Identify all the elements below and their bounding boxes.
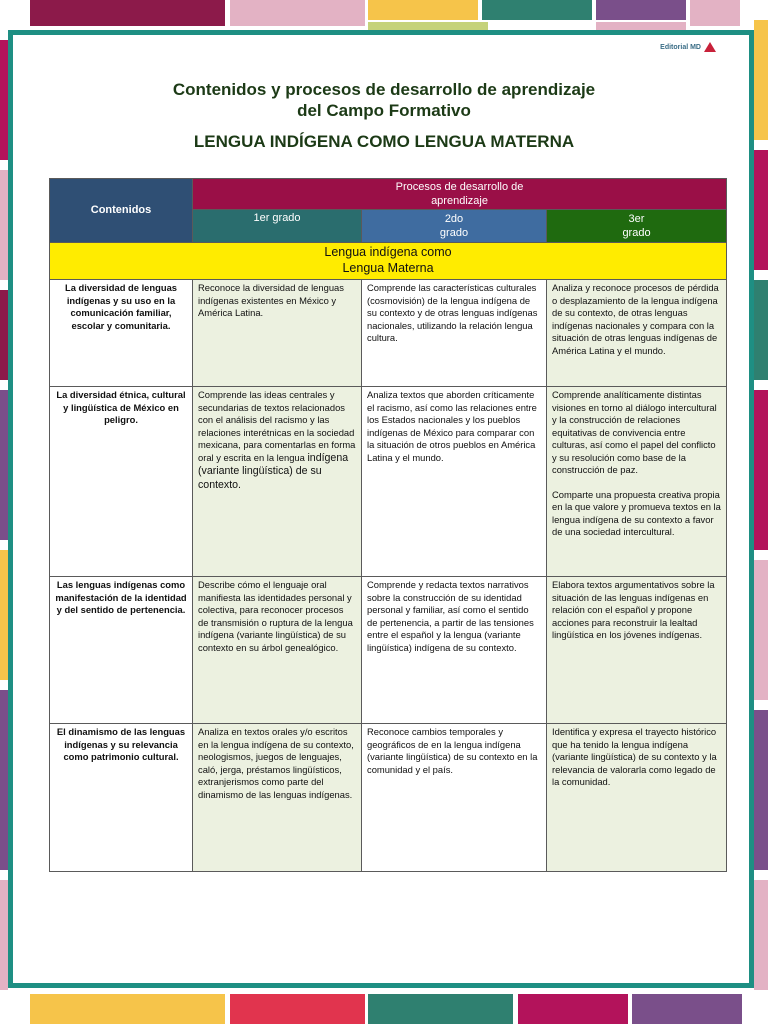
grade-3-paragraph-2: Comparte una propuesta creativa propia en la que valore y promueva textos en la lengua indígena de su contexto a favor de una sociedad intercultural.	[552, 488, 721, 537]
content-cell: Las lenguas indígenas como manifestación de la identidad y del sentido de pertenencia.	[50, 577, 193, 724]
section-line-1: Lengua indígena como	[324, 245, 452, 259]
grade-1-text-large: indígena (variante lingüística) de su contexto.	[198, 451, 349, 491]
table-row	[50, 724, 727, 872]
grade-1-cell: Reconoce la diversidad de lenguas indígenas existentes en México y América Latina.	[193, 280, 362, 387]
editorial-logo	[660, 42, 716, 52]
table-row	[50, 577, 727, 724]
page-title	[0, 79, 768, 121]
header-grade-2-line-2: grado	[439, 227, 469, 239]
header-procesos-line-2: aprendizaje	[431, 195, 488, 207]
table-row	[50, 280, 727, 387]
logo-mark-icon	[704, 42, 716, 52]
header-grade-3-line-1: 3er	[628, 213, 645, 225]
grade-1-cell: Describe cómo el lenguaje oral manifiesta las identidades personal y colectiva, para reconocer procesos de transmisión o ruptura de la lengua indígena (variante lingüística) de su contexto en su árbol genealógico.	[193, 577, 362, 724]
grade-3-cell	[547, 387, 727, 577]
content-cell: El dinamismo de las lenguas indígenas y su relevancia como patrimonio cultural.	[50, 724, 193, 872]
header-grade-3-line-2: grado	[622, 227, 651, 239]
header-procesos	[193, 179, 727, 210]
title-line-1: Contenidos y procesos de desarrollo de aprendizaje	[172, 80, 596, 99]
header-grade-1: 1er grado	[193, 210, 362, 243]
grade-3-cell: Elabora textos argumentativos sobre la situación de las lenguas indígenas en relación con el español y propone acciones para reconstruir la lealtad lingüística en los jóvenes indígenas.	[547, 577, 727, 724]
header-grade-3	[547, 210, 727, 243]
header-contenidos: Contenidos	[50, 179, 193, 243]
grade-3-cell: Analiza y reconoce procesos de pérdida o desplazamiento de la lengua indígena de su contexto, de otras lenguas indígenas nacionales y compara con la situación de otras lenguas indígenas de América Latina y el mundo.	[547, 280, 727, 387]
grade-2-cell: Comprende y redacta textos narrativos sobre la construcción de su identidad personal y familiar, así como el sentido de pertenencia, a partir de las tensiones entre el español y la lengua (variante lingüística) indígena de su contexto.	[362, 577, 547, 724]
section-line-2: Lengua Materna	[342, 261, 434, 275]
title-line-2: del Campo Formativo	[297, 101, 471, 120]
header-grade-2-line-1: 2do	[444, 213, 464, 225]
content-table	[49, 178, 727, 872]
grade-1-text: Comprende las ideas centrales y secundarias de textos relacionados con el análisis del racismo y las relaciones interétnicas en la sociedad mexicana, para comentarlas en forma oral y escrita en la lengua	[198, 389, 356, 463]
logo-text: Editorial MD	[660, 43, 701, 51]
table-row	[50, 387, 727, 577]
section-header	[50, 243, 727, 280]
grade-1-cell	[193, 387, 362, 577]
grade-2-cell: Reconoce cambios temporales y geográficos de en la lengua indígena (variante lingüística) de su contexto en la comunidad y el país.	[362, 724, 547, 872]
content-cell: La diversidad étnica, cultural y lingüística de México en peligro.	[50, 387, 193, 577]
grade-1-cell: Analiza en textos orales y/o escritos en la lengua indígena de su contexto, neologismos, juegos de lenguajes, caló, jerga, préstamos lingüísticos, extranjerismos como parte del dinamismo de las lenguas indígenas.	[193, 724, 362, 872]
page-subtitle: LENGUA INDÍGENA COMO LENGUA MATERNA	[193, 132, 575, 151]
grade-3-paragraph-1: Comprende analíticamente distintas visiones en torno al diálogo intercultural y la construcción de relaciones equitativas de convivencia entre culturas, así como el papel del conflicto y su resolución como base de la construcción de paz.	[552, 389, 717, 475]
content-cell: La diversidad de lenguas indígenas y su uso en la comunicación familiar, escolar y comunitaria.	[50, 280, 193, 387]
header-procesos-line-1: Procesos de desarrollo de	[395, 181, 524, 193]
grade-2-cell: Analiza textos que aborden críticamente el racismo, así como las relaciones entre los Estados nacionales y los pueblos indígenas de México para comparar con la situación de otros pueblos en América Latina y el mundo.	[362, 387, 547, 577]
header-grade-2	[362, 210, 547, 243]
grade-2-cell: Comprende las características culturales (cosmovisión) de la lengua indígena de su contexto y de otras lenguas indígenas nacionales, utilizando la relación lengua cultura.	[362, 280, 547, 387]
grade-3-cell: Identifica y expresa el trayecto histórico que ha tenido la lengua indígena (variante lingüística) de su contexto y la relevancia de valorarla como legado de la comunidad.	[547, 724, 727, 872]
